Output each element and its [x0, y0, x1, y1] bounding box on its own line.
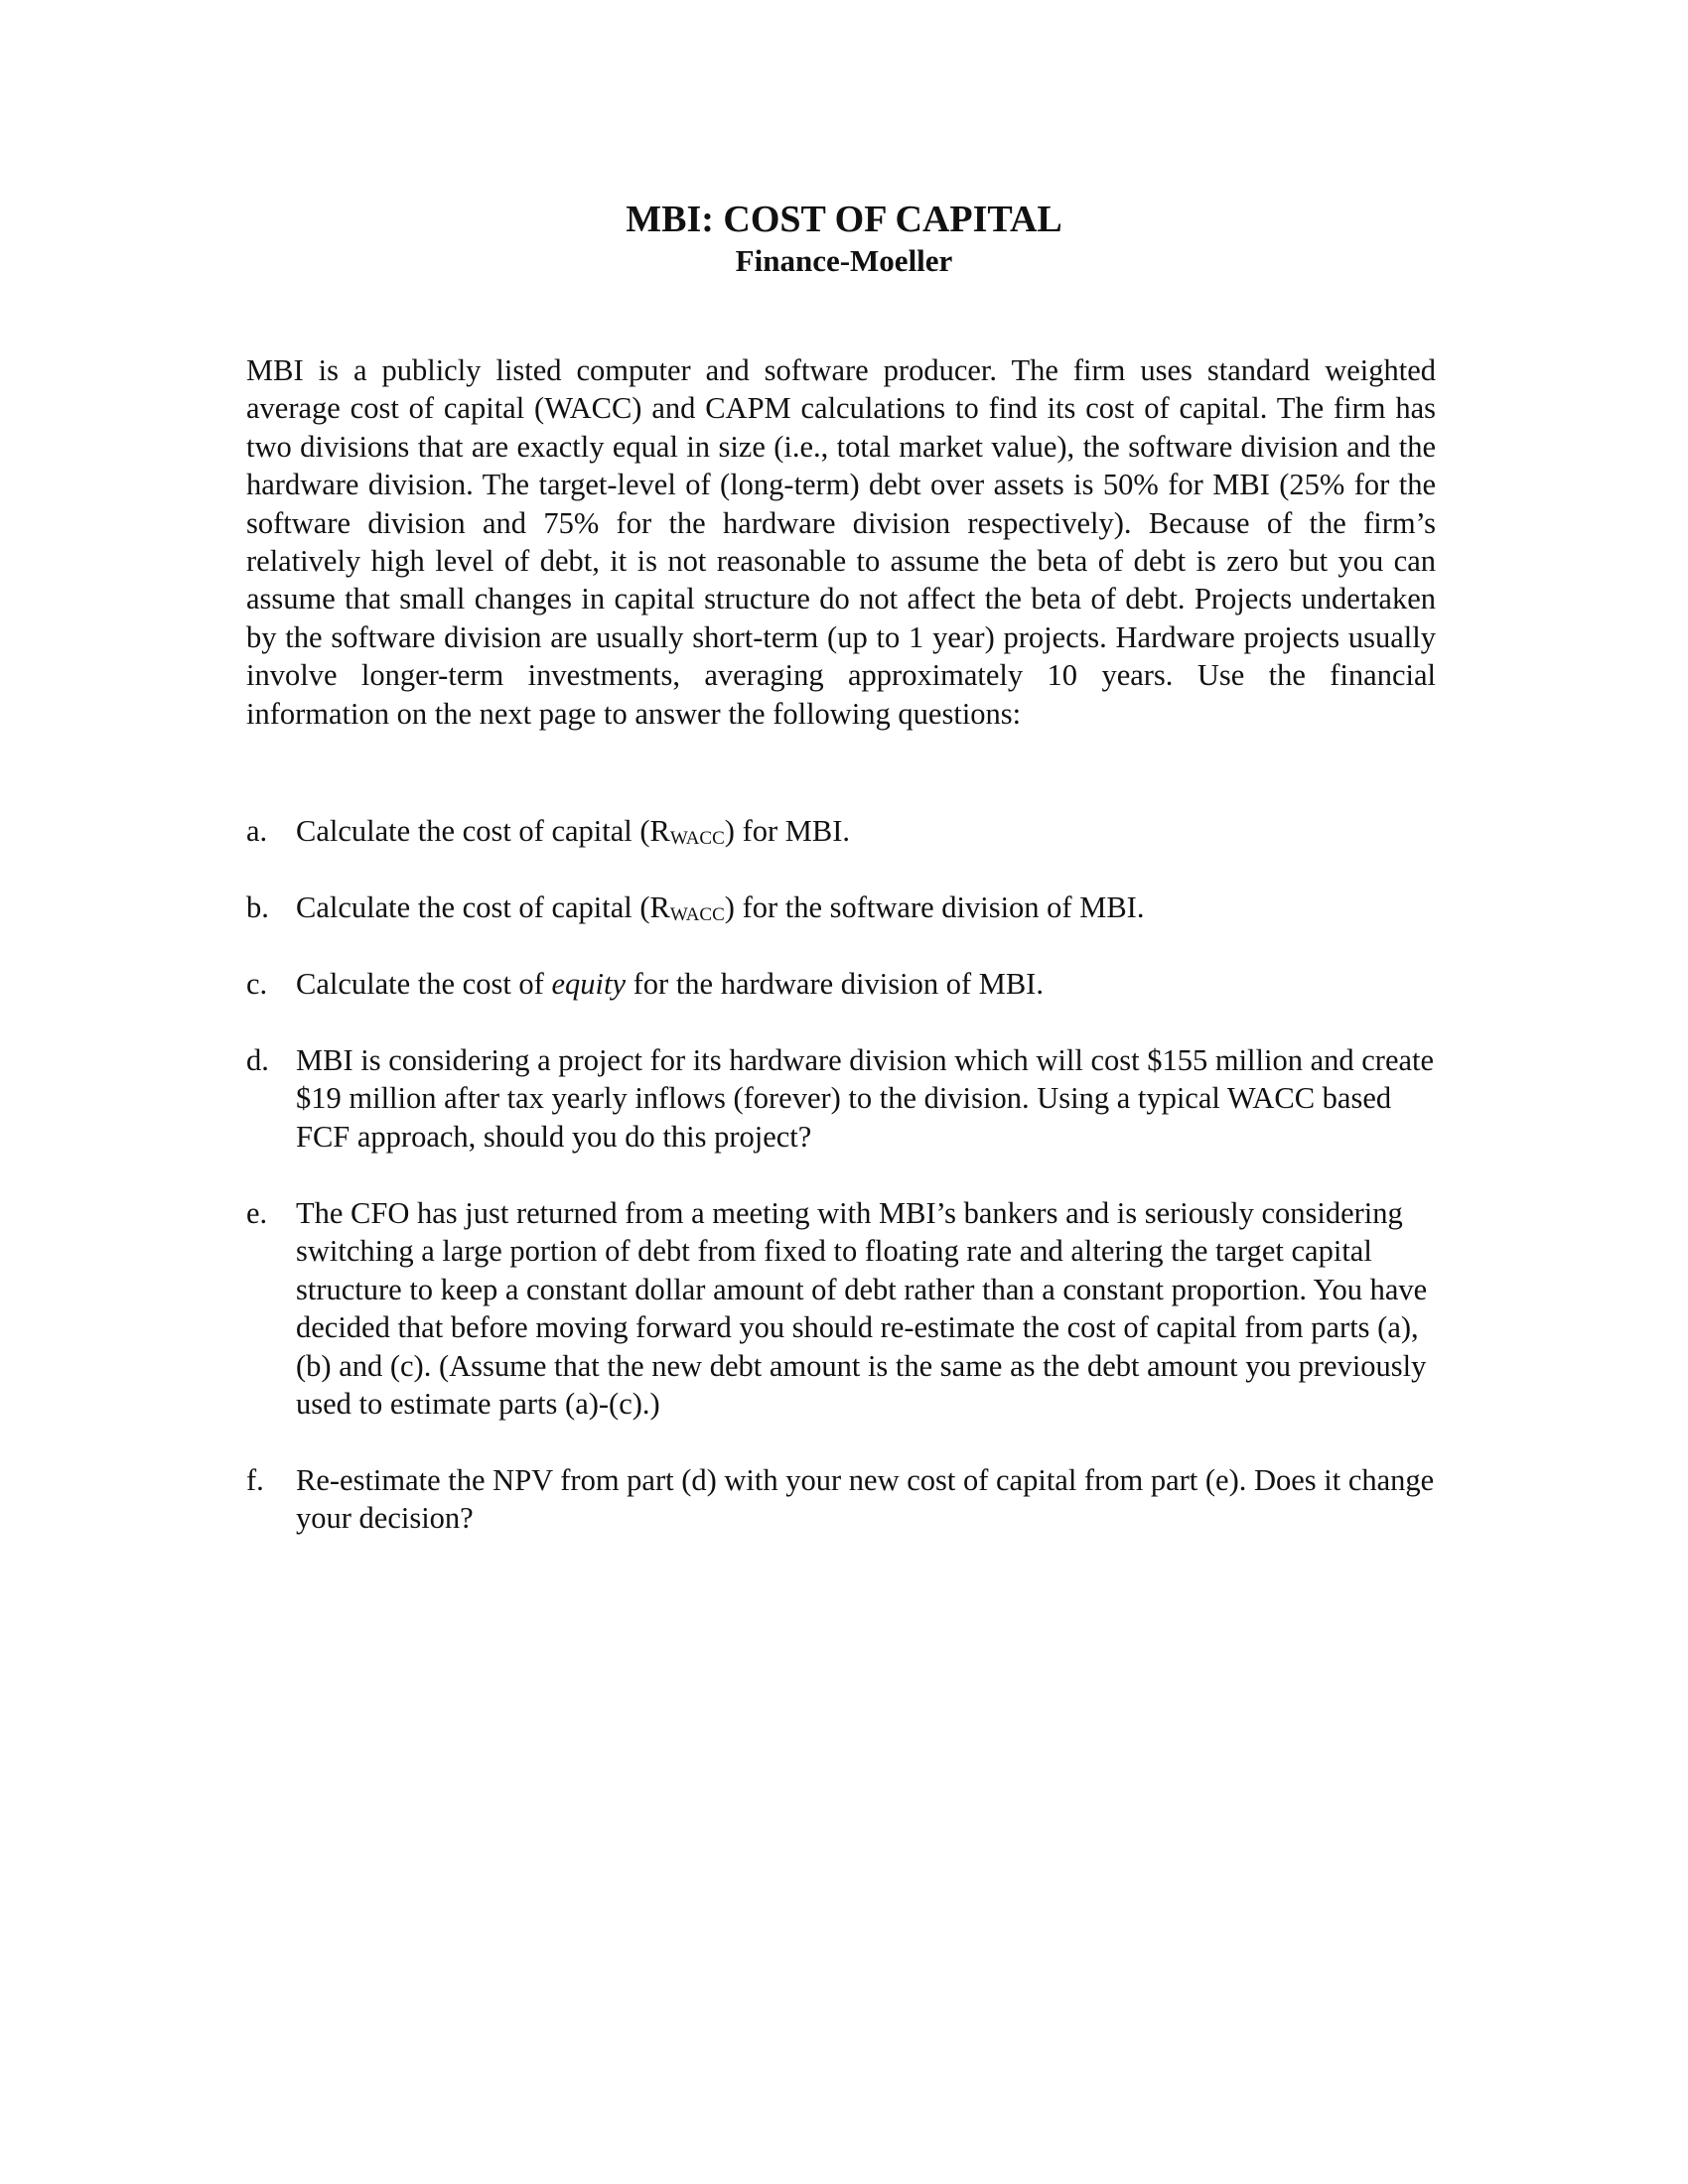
question-c: [246, 965, 1438, 1003]
question-text: The CFO has just returned from a meeting with MBI’s bankers and is seriously considering switching a large portion of debt from fixed to floating rate and altering the target capital structure to keep a constant dollar amount of debt rather than a constant proportion. You have decided that before moving forward you should re-estimate the cost of capital from parts (a), (b) and (c). (Assume that the new debt amount is the same as the debt amount you previously used to estimate parts (a)-(c).): [296, 1196, 1428, 1422]
question-b: [246, 888, 1438, 926]
question-text: Re-estimate the NPV from part (d) with your new cost of capital from part (e). Does it change your decision?: [296, 1463, 1435, 1536]
question-text-start: Calculate the cost of: [296, 967, 552, 1001]
question-e: [246, 1194, 1438, 1423]
question-text-end: for the hardware division of MBI.: [626, 967, 1044, 1001]
question-text-end: ) for MBI.: [724, 814, 850, 848]
question-letter: c.: [246, 967, 268, 1001]
question-text-end: ) for the software division of MBI.: [724, 890, 1145, 924]
question-text: MBI is considering a project for its hardware division which will cost $155 million and create $19 million after tax yearly inflows (forever) to the division. Using a typical WACC based FCF approach, should you do this project?: [296, 1043, 1435, 1154]
question-letter: e.: [246, 1196, 268, 1230]
question-text-start: Calculate the cost of capital (R: [296, 814, 670, 848]
emphasized-word: equity: [551, 967, 626, 1001]
question-text: [296, 965, 1438, 1003]
question-a: [246, 812, 1438, 850]
question-f: [246, 1461, 1438, 1538]
document-title: MBI: COST OF CAPITAL: [626, 199, 1062, 240]
question-d: [246, 1041, 1438, 1156]
question-letter: d.: [246, 1043, 269, 1077]
intro-paragraph: MBI is a publicly listed computer and software producer. The firm uses standard weighted average cost of capital (WACC) and CAPM calculations to find its cost of capital. The firm has two divisions that are exactly equal in size (i.e., total market value), the software division and the hardware division. The target-level of (long-term) debt over assets is 50% for MBI (25% for the software division and 75% for the hardware division respectively). Because of the firm’s relatively high level of debt, it is not reasonable to assume the beta of debt is zero but you can assume that small changes in capital structure do not affect the beta of debt. Projects undertaken by the software division are usually short-term (up to 1 year) projects. Hardware projects usually involve longer-term investments, averaging approximately 10 years. Use the financial information on the next page to answer the following questions:: [246, 353, 1436, 731]
question-letter: b.: [246, 890, 269, 924]
question-letter: a.: [246, 814, 268, 848]
subscript-wacc: WACC: [669, 828, 725, 849]
document-subtitle: Finance-Moeller: [735, 243, 953, 278]
question-text: [296, 812, 1438, 850]
subscript-wacc: WACC: [669, 904, 725, 925]
question-text-start: Calculate the cost of capital (R: [296, 890, 670, 924]
question-letter: f.: [246, 1463, 264, 1497]
question-text: [296, 888, 1438, 926]
